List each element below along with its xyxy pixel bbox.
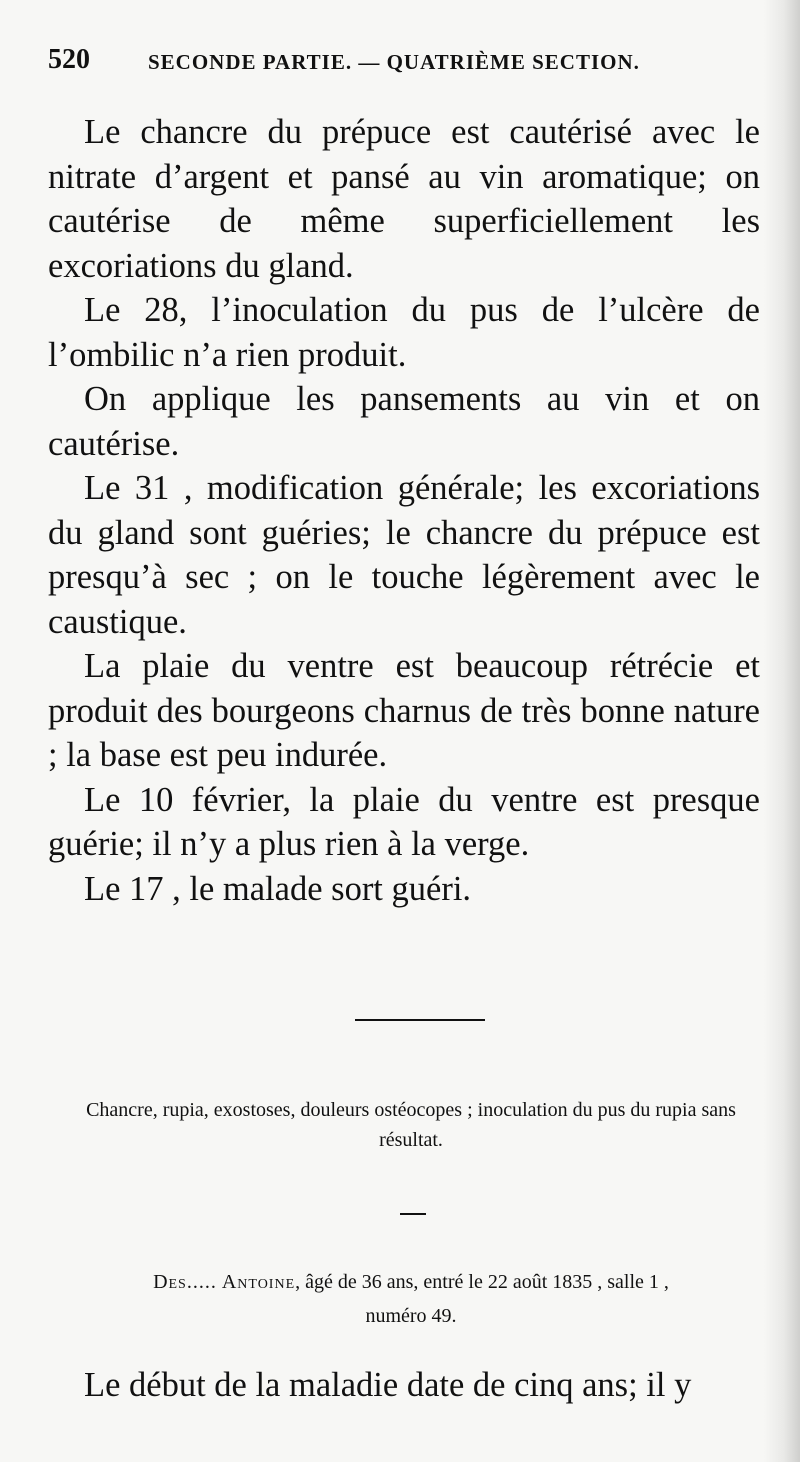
section-rule [355,1019,485,1021]
paragraph: Le chancre du prépuce est cautérisé avec le nitrate d’argent et pansé au vin aromatique; on cautérise de même superficiellement les excoriations du gland. [48,113,760,285]
running-header [48,44,768,84]
case-intro-line-2: numéro 49. [365,1305,457,1327]
paragraph: Le 10 février, la plaie du ventre est presque guérie; il n’y a plus rien à la verge. [48,780,760,863]
case-intro-line-1 [48,1265,774,1299]
patient-details: , âgé de 36 ans, entré le 22 août 1835 , salle 1 , [295,1271,669,1293]
short-dash-divider [400,1213,426,1215]
page-number: 520 [48,44,90,75]
paragraph: Le 28, l’inoculation du pus de l’ulcère de l’ombilic n’a rien produit. [48,291,760,374]
paragraph: La plaie du ventre est beaucoup rétrécie et produit des bourgeons charnus de très bonne nature ; la base est peu indurée. [48,647,760,774]
page-edge-shadow [764,0,800,1462]
paragraph: On applique les pansements au vin et on cautérise. [48,380,760,463]
patient-name: Antoine [221,1271,296,1293]
continuing-text: Le début de la maladie date de cinq ans; il y [84,1366,692,1404]
case-summary: Chancre, rupia, exostoses, douleurs ostéocopes ; inoculation du pus du rupia sans résultat. [86,1099,736,1151]
body-text [48,110,760,911]
paragraph: Le 31 , modification générale; les excoriations du gland sont guéries; le chancre du prépuce est presqu’à sec ; on le touche légèrement avec le caustique. [48,469,760,641]
running-title: SECONDE PARTIE. — QUATRIÈME SECTION. [148,50,640,74]
case-intro [48,1265,774,1333]
paragraph: Le 17 , le malade sort guéri. [84,869,472,908]
patient-prefix: Des..... [153,1271,217,1293]
